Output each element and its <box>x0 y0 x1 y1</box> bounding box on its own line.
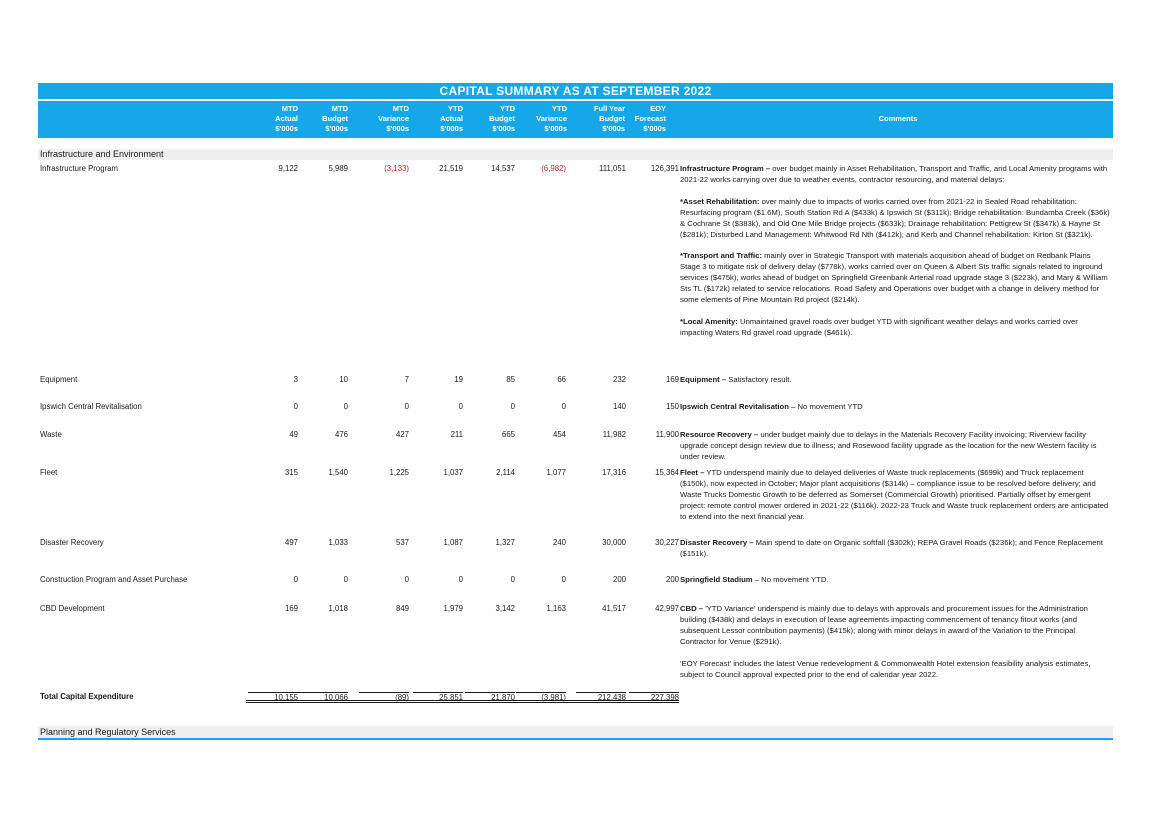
cell-mtd-actual: 10,155 <box>248 692 298 702</box>
col-header-eoy-forecast: EOY Forecast $'000s <box>634 104 666 133</box>
cell-mtd-budget: 1,540 <box>328 468 348 477</box>
cell-mtd-variance: 0 <box>404 402 409 411</box>
cell-eoy-forecast: 42,997 <box>655 604 679 613</box>
cell-ytd-actual: 0 <box>458 575 463 584</box>
col-header-ytd-actual: YTD Actual $'000s <box>440 104 463 133</box>
cell-mtd-budget: 1,033 <box>328 538 348 547</box>
cell-mtd-variance: 427 <box>395 430 409 439</box>
cell-ytd-budget: 14,537 <box>491 164 515 173</box>
cell-ytd-variance: (6,982) <box>541 164 566 173</box>
cell-ytd-budget: 1,327 <box>495 538 515 547</box>
cell-ytd-variance: 1,077 <box>546 468 566 477</box>
cell-mtd-actual: 0 <box>293 575 298 584</box>
row-comment: Springfield Stadium – No movement YTD. <box>680 575 829 584</box>
cell-mtd-budget: 1,018 <box>328 604 348 613</box>
cell-ytd-actual: 21,519 <box>439 164 463 173</box>
col-header-ytd-budget: YTD Budget $'000s <box>489 104 515 133</box>
cell-ytd-budget: 3,142 <box>495 604 515 613</box>
cell-ytd-actual: 1,087 <box>443 538 463 547</box>
cell-full-year-budget: 140 <box>612 402 626 411</box>
cell-full-year-budget: 111,051 <box>598 164 626 173</box>
row-label: Infrastructure Program <box>40 164 118 173</box>
cell-ytd-budget: 2,114 <box>496 468 515 477</box>
col-header-mtd-variance: MTD Variance $'000s <box>378 104 409 133</box>
cell-eoy-forecast: 169 <box>665 375 679 384</box>
row-label: CBD Development <box>40 604 105 613</box>
cell-ytd-budget: 665 <box>501 430 515 439</box>
cell-mtd-variance: (3,133) <box>384 164 409 173</box>
cell-mtd-actual: 0 <box>293 402 298 411</box>
row-label: Fleet <box>40 468 58 477</box>
cell-mtd-actual: 497 <box>284 538 298 547</box>
col-header-comments: Comments <box>878 114 918 123</box>
cell-mtd-budget: 0 <box>343 402 348 411</box>
col-header-mtd-budget: MTD Budget $'000s <box>322 104 348 133</box>
section-infrastructure-environment: Infrastructure and Environment <box>38 149 1113 160</box>
cell-eoy-forecast: 227,398 <box>629 692 679 702</box>
cell-full-year-budget: 212,438 <box>576 692 626 702</box>
row-comment: Infrastructure Program – over budget mainly in Asset Rehabilitation, Transport and Traffic, and Local Amenity programs with 2021-22 works carrying over due to weather events, contractor resourcing, and material delays: *Asset Rehabilitation: over mainly due to impacts of works carried over from 2021-22 in Sealed Road rehabilitation: Resurfacing program ($1.6M), South Station Rd A ($433k) & Ipswich St ($311k); Bridge rehabilitation: Bundamba Creek ($36k) & Cochrane St ($383k), and Old One Mile Bridge projects ($633k); Drainage rehabilitation: Pettigrew St ($347k) & Hayne St ($281k); Disturbed Land Management: Whitwood Rd Nth ($412k); and Kerb and Channel rehabilitation: Kirton St ($321k). *Transport and Traffic: mainly over in Strategic Transport with materials acquisition ahead of budget on Redbank Plains Stage 3 to mitigate risk of delivery delay ($778k), works carried over on Queen & Albert Sts traffic signals related to inground services ($475k), works ahead of budget on Springfield Greenbank Arterial road upgrade stage 3 ($223k), and Mary & William Sts TL ($172k) related to service relocations. Road Safety and Operations over budget with a change in delivery method for some elements of Pine Mountain Rd project ($214k). *Local Amenity: Unmaintained gravel roads over budget YTD with significant weather delays and works carried over impacting Waters Rd gravel road upgrade ($461k). <box>680 164 1110 337</box>
cell-full-year-budget: 200 <box>612 575 626 584</box>
row-comment: Equipment – Satisfactory result. <box>680 375 792 384</box>
cell-full-year-budget: 11,982 <box>602 430 626 439</box>
cell-ytd-actual: 25,851 <box>413 692 463 702</box>
cell-eoy-forecast: 150 <box>665 402 679 411</box>
cell-mtd-actual: 3 <box>293 375 298 384</box>
column-header-bar <box>38 101 1113 138</box>
cell-eoy-forecast: 11,900 <box>655 430 679 439</box>
row-label: Waste <box>40 430 62 439</box>
cell-ytd-variance: 66 <box>557 375 566 384</box>
cell-eoy-forecast: 126,391 <box>650 164 679 173</box>
cell-eoy-forecast: 200 <box>665 575 679 584</box>
cell-full-year-budget: 30,000 <box>602 538 626 547</box>
col-header-mtd-actual: MTD Actual $'000s <box>275 104 298 133</box>
cell-mtd-variance: 849 <box>395 604 409 613</box>
cell-ytd-actual: 0 <box>458 402 463 411</box>
cell-mtd-actual: 315 <box>284 468 298 477</box>
cell-mtd-budget: 10,066 <box>298 692 348 702</box>
cell-ytd-actual: 211 <box>450 430 463 439</box>
cell-full-year-budget: 232 <box>612 375 626 384</box>
cell-ytd-budget: 0 <box>510 575 515 584</box>
cell-full-year-budget: 41,517 <box>602 604 626 613</box>
cell-ytd-variance: 454 <box>552 430 566 439</box>
report-title: CAPITAL SUMMARY AS AT SEPTEMBER 2022 <box>38 83 1113 99</box>
cell-mtd-budget: 5,989 <box>328 164 348 173</box>
cell-mtd-variance: (89) <box>359 692 409 702</box>
cell-mtd-variance: 1,225 <box>389 468 409 477</box>
cell-ytd-actual: 1,979 <box>443 604 463 613</box>
cell-mtd-budget: 476 <box>334 430 348 439</box>
cell-full-year-budget: 17,316 <box>602 468 626 477</box>
capital-summary-report <box>38 83 1113 138</box>
cell-eoy-forecast: 30,227 <box>655 538 679 547</box>
col-header-full-year-budget: Full Year Budget $'000s <box>593 104 625 133</box>
section-planning-regulatory-services: Planning and Regulatory Services <box>38 726 1113 740</box>
cell-eoy-forecast: 15,364 <box>655 468 679 477</box>
row-comment: Fleet – YTD underspend mainly due to delayed deliveries of Waste truck replacements ($699k) and Truck replacement ($150k), now expected in October; Major plant acquisitions ($314k) – compliance issue to be resolved before delivery; and Waste Trucks Domestic Growth to be deferred as Somerset (Commercial Growth) prioritised. Partially offset by emergent project: remote control mower ordered in 2021-22 ($116k). 2022-23 Truck and Waste truck replacement orders are anticipated to extend into the next financial year. <box>680 468 1109 521</box>
col-header-ytd-variance: YTD Variance $'000s <box>536 104 567 133</box>
cell-mtd-budget: 0 <box>343 575 348 584</box>
row-label: Disaster Recovery <box>40 538 104 547</box>
cell-ytd-actual: 1,037 <box>443 468 463 477</box>
cell-ytd-budget: 85 <box>506 375 515 384</box>
cell-mtd-variance: 537 <box>395 538 409 547</box>
row-label: Ipswich Central Revitalisation <box>40 402 142 411</box>
row-comment: Disaster Recovery – Main spend to date on Organic softfall ($302k); REPA Gravel Roads ($236k); and Fence Replacement ($151k). <box>680 538 1103 558</box>
cell-mtd-actual: 9,122 <box>278 164 298 173</box>
cell-mtd-actual: 169 <box>284 604 298 613</box>
row-label: Construction Program and Asset Purchase <box>40 575 188 584</box>
row-comment: Ipswich Central Revitalisation – No movement YTD <box>680 402 863 411</box>
row-label: Total Capital Expenditure <box>40 692 134 701</box>
cell-ytd-budget: 0 <box>510 402 515 411</box>
cell-ytd-variance: 0 <box>561 402 566 411</box>
cell-mtd-actual: 49 <box>289 430 298 439</box>
cell-ytd-variance: (3,981) <box>516 692 566 702</box>
cell-mtd-variance: 7 <box>404 375 409 384</box>
row-comment: Resource Recovery – under budget mainly due to delays in the Materials Recovery Facility invoicing; Riverview facility upgrade concept design review due to illness; and Rosewood facility upgrade as the location for the new Western facility is under review. <box>680 430 1097 461</box>
cell-ytd-variance: 0 <box>561 575 566 584</box>
cell-ytd-variance: 240 <box>552 538 566 547</box>
row-label: Equipment <box>40 375 78 384</box>
cell-ytd-variance: 1,163 <box>546 604 566 613</box>
cell-mtd-budget: 10 <box>339 375 348 384</box>
cell-ytd-actual: 19 <box>454 375 463 384</box>
row-comment: CBD – 'YTD Variance' underspend is mainly due to delays with approvals and procurement issues for the Administration building ($438k) and delays in execution of lease agreements impacting commencement of tenancy fitout works (and subsequent Lessor contribution payments) ($415k); along with minor delays in award of the Variation to the Principal Contractor for Venue ($291k). 'EOY Forecast' includes the latest Venue redevelopment & Commonwealth Hotel extension feasibility analysis estimates, subject to Council approval expected prior to the end of calendar year 2022. <box>680 604 1091 679</box>
cell-ytd-budget: 21,870 <box>465 692 515 702</box>
cell-mtd-variance: 0 <box>404 575 409 584</box>
